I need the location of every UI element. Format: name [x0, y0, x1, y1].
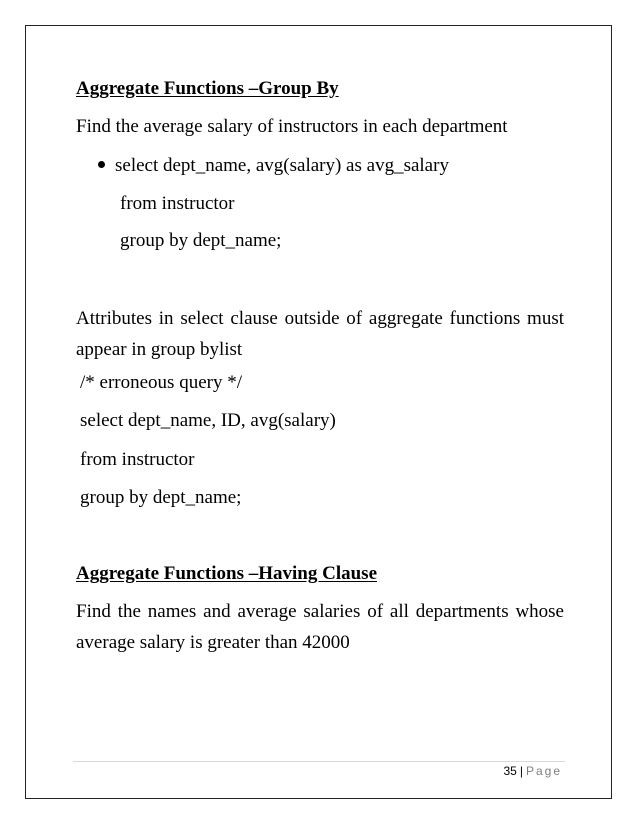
section-heading-group-by: Aggregate Functions –Group By	[76, 78, 339, 99]
section-heading-having: Aggregate Functions –Having Clause	[76, 563, 378, 584]
erroneous-query-line: from instructor	[80, 449, 195, 470]
page-number: 35	[503, 764, 517, 778]
page-label: Page	[525, 764, 562, 778]
having-intro: Find the names and average salaries of all departments whose average salary is greater than 42000	[76, 601, 564, 653]
query-bullet-item	[98, 155, 449, 177]
group-by-intro: Find the average salary of instructors in each department	[76, 116, 508, 137]
query-line: from instructor	[120, 193, 235, 214]
footer-rule	[73, 761, 565, 762]
erroneous-query-line: group by dept_name;	[80, 487, 242, 508]
erroneous-query-line: select dept_name, ID, avg(salary)	[80, 410, 336, 431]
group-by-note: Attributes in select clause outside of aggregate functions must appear in group bylist	[76, 308, 564, 360]
query-line: select dept_name, avg(salary) as avg_salary	[115, 155, 449, 176]
query-line: group by dept_name;	[120, 230, 282, 251]
footer-separator: |	[519, 764, 523, 778]
page-footer	[503, 764, 562, 778]
erroneous-comment: /* erroneous query */	[80, 372, 242, 393]
bullet-icon	[98, 161, 105, 168]
